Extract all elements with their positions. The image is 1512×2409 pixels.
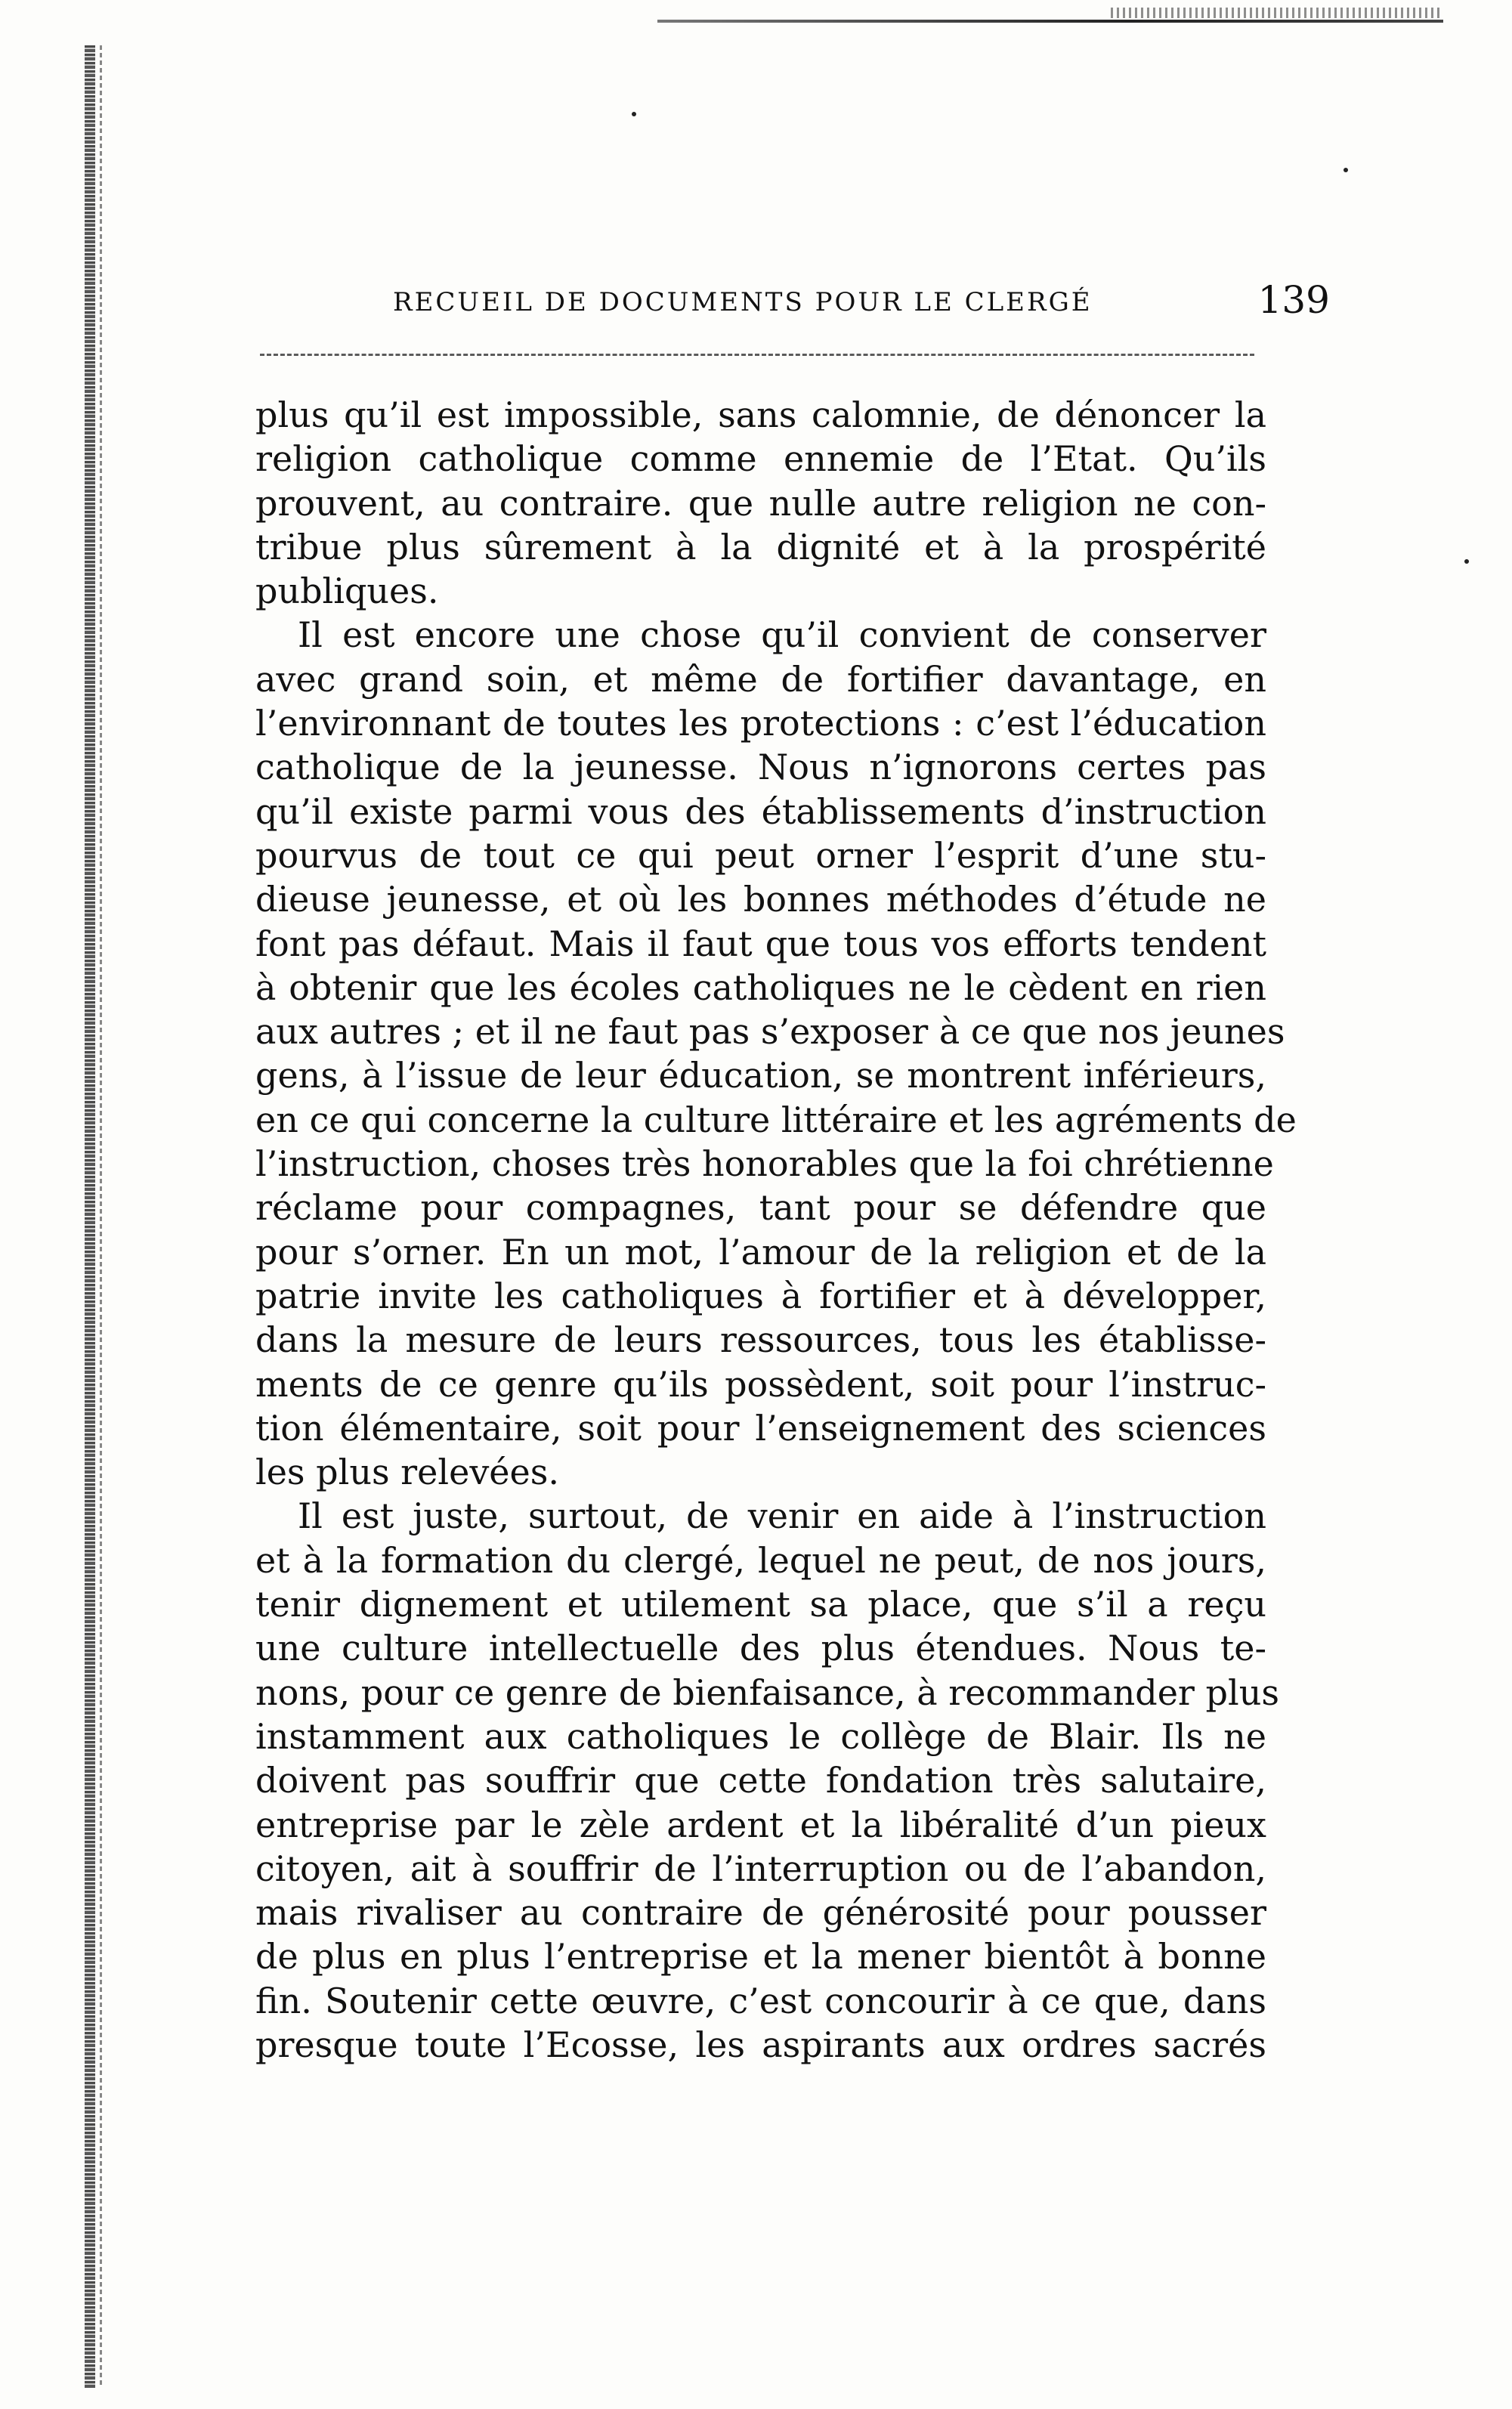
text-line: à obtenir que les écoles catholiques ne le cèdent en rien xyxy=(255,966,1266,1008)
scan-speck xyxy=(1343,168,1348,172)
text-line: pour s’orner. En un mot, l’amour de la religion et de la xyxy=(255,1231,1266,1273)
text-line: en ce qui concerne la culture littéraire et les agréments de xyxy=(255,1099,1297,1140)
text-line: une culture intellectuelle des plus étendues. Nous te- xyxy=(255,1628,1266,1669)
text-line: et à la formation du clergé, lequel ne peut, de nos jours, xyxy=(255,1539,1266,1581)
page-binding-shadow xyxy=(100,45,102,2388)
text-line: citoyen, ait à souffrir de l’interruption ou de l’abandon, xyxy=(255,1848,1266,1889)
top-scan-speckle xyxy=(1111,8,1443,18)
text-line: religion catholique comme ennemie de l’Etat. Qu’ils xyxy=(255,438,1266,480)
text-line: doivent pas souffrir que cette fondation très salutaire, xyxy=(255,1760,1266,1801)
text-line: catholique de la jeunesse. Nous n’ignorons certes pas xyxy=(255,747,1266,788)
text-line: font pas défaut. Mais il faut que tous vos efforts tendent xyxy=(255,923,1266,964)
page-number: 139 xyxy=(1257,278,1330,322)
text-line: tribue plus sûrement à la dignité et à la prospérité xyxy=(255,526,1266,567)
text-line: les plus relevées. xyxy=(255,1452,559,1493)
text-line: mais rivaliser au contraire de générosité pour pousser xyxy=(255,1892,1266,1934)
top-scan-rule xyxy=(657,20,1443,23)
text-line: publiques. xyxy=(255,571,439,612)
text-line: prouvent, au contraire. que nulle autre religion ne con- xyxy=(255,482,1266,524)
text-line: dieuse jeunesse, et où les bonnes méthodes d’étude ne xyxy=(255,879,1266,920)
text-line: pourvus de tout ce qui peut orner l’esprit d’une stu- xyxy=(255,834,1266,876)
text-line: avec grand soin, et même de fortifier davantage, en xyxy=(255,658,1266,700)
scan-speck xyxy=(1464,559,1469,564)
text-line: Il est juste, surtout, de venir en aide à l’instruction xyxy=(298,1495,1266,1537)
text-line: entreprise par le zèle ardent et la libéralité d’un pieux xyxy=(255,1804,1266,1845)
text-line: de plus en plus l’entreprise et la mener bientôt à bonne xyxy=(255,1936,1266,1978)
text-line: l’environnant de toutes les protections : c’est l’éducation xyxy=(255,703,1266,744)
text-line: plus qu’il est impossible, sans calomnie, de dénoncer la xyxy=(255,394,1266,435)
running-header xyxy=(393,278,1330,331)
text-line: ments de ce genre qu’ils possèdent, soit pour l’instruc- xyxy=(255,1363,1266,1405)
text-line: tenir dignement et utilement sa place, que s’il a reçu xyxy=(255,1584,1266,1625)
text-line: Il est encore une chose qu’il convient de conserver xyxy=(298,614,1266,656)
text-line: nons, pour ce genre de bienfaisance, à recommander plus xyxy=(255,1671,1279,1713)
text-line: patrie invite les catholiques à fortifier et à développer, xyxy=(255,1275,1266,1316)
text-line: fin. Soutenir cette œuvre, c’est concourir à ce que, dans xyxy=(255,1980,1266,2021)
running-title: RECUEIL DE DOCUMENTS POUR LE CLERGÉ xyxy=(393,287,1093,317)
header-rule xyxy=(260,354,1254,356)
text-line: dans la mesure de leurs ressources, tous les établisse- xyxy=(255,1319,1266,1361)
scan-speck xyxy=(632,112,636,116)
text-line: instamment aux catholiques le collège de Blair. Ils ne xyxy=(255,1715,1266,1757)
text-line: qu’il existe parmi vous des établissements d’instruction xyxy=(255,790,1266,832)
text-line: presque toute l’Ecosse, les aspirants aux ordres sacrés xyxy=(255,2024,1266,2065)
page-binding-edge xyxy=(85,45,95,2388)
text-line: gens, à l’issue de leur éducation, se montrent inférieurs, xyxy=(255,1055,1266,1096)
text-line: aux autres ; et il ne faut pas s’exposer à ce que nos jeunes xyxy=(255,1011,1285,1053)
body-text xyxy=(255,393,1297,2067)
text-line: l’instruction, choses très honorables que la foi chrétienne xyxy=(255,1143,1274,1185)
text-line: tion élémentaire, soit pour l’enseignement des sciences xyxy=(255,1407,1266,1449)
text-line: réclame pour compagnes, tant pour se défendre que xyxy=(255,1187,1266,1229)
